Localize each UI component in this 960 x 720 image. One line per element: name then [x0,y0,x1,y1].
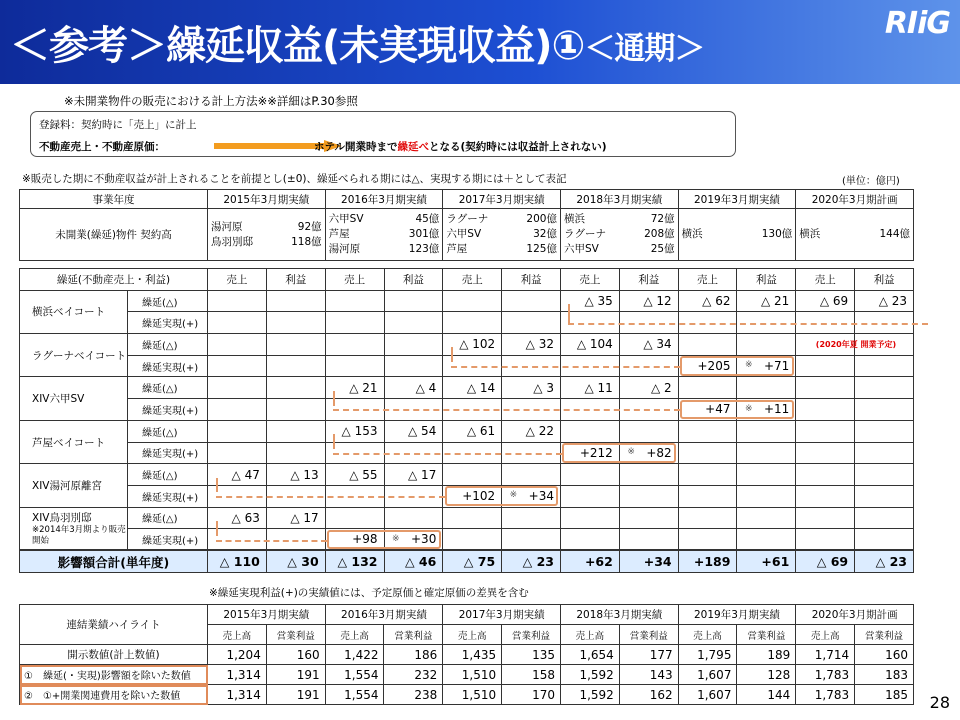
value-cell: △ 22 [502,420,561,442]
property-name-text: XIV鳥羽別邸 [32,512,92,524]
page-title: ＜参考＞繰延収益(未実現収益)①＜通期＞ [10,23,705,69]
property-name [20,464,128,507]
value-cell [619,420,678,442]
highlight-value: 144 [737,685,796,705]
property-name-text: 芦屋ベイコート [32,436,106,449]
highlight-table-body [20,645,914,705]
property-name [20,334,128,377]
value-cell [560,529,619,551]
flow-arrow [216,496,445,498]
value-cell [325,355,384,377]
value-cell: △ 21 [737,290,796,312]
value-cell [855,529,914,551]
flow-arrow [216,540,328,542]
header-cell: 売上 [325,269,384,291]
value-cell: +30 [384,529,443,551]
value-cell [266,442,325,464]
value-cell [796,529,855,551]
value-cell [325,334,384,356]
value-cell [855,464,914,486]
page-number: 28 [929,693,950,712]
property-name-text: XIV六甲SV [32,393,85,406]
contract-cell-2017: ラグーナ 200億 六甲SV 32億 芦屋 125億 [443,209,561,261]
realization-sub-label: 繰延実現(+) [128,355,208,377]
year-header: 2020年3月期計画 [796,605,914,625]
contract-table [19,189,914,261]
sub-header: 営業利益 [737,625,796,645]
contract-table-header [20,190,914,209]
deferral-sub-label: 繰延(△) [128,507,208,529]
yokohama-flow-arrow [568,323,927,325]
value-cell [325,312,384,334]
sub-header: 営業利益 [502,625,561,645]
value-cell [443,464,502,486]
value-cell: △ 104 [560,334,619,356]
property-name-text: ラグーナベイコート [32,349,127,362]
property-name [20,377,128,420]
deferral-table-body [20,290,914,550]
method-line-2-label: 不動産売上・不動産原価： [39,141,165,153]
value-cell: +82 [619,442,678,464]
value-cell [855,442,914,464]
highlight-value: 1,783 [796,685,855,705]
realization-box [680,400,794,420]
highlight-value: 177 [619,645,678,665]
value-cell: +205 [678,355,737,377]
highlight-row [20,665,914,685]
property-name [20,290,128,333]
value-cell [208,355,267,377]
value-cell: +71 [737,355,796,377]
realization-row [20,529,914,551]
value-cell: △ 69 [796,290,855,312]
highlight-row-label: ② ①+開業関連費用を除いた数値 [20,685,208,705]
value-cell [560,464,619,486]
value-cell [384,334,443,356]
value-cell [502,529,561,551]
property-note: ※2014年3月期より販売開始 [32,525,126,546]
value-cell [678,529,737,551]
highlight-value: 1,783 [796,665,855,685]
highlight-value: 1,795 [678,645,737,665]
opening-plan-tag: (2020年夏 開業予定) [815,339,897,349]
deferral-table-header [20,269,914,291]
value-cell [266,312,325,334]
value-cell [502,290,561,312]
value-cell [855,507,914,529]
deferral-sub-label: 繰延(△) [128,334,208,356]
value-cell: △ 12 [619,290,678,312]
yokohama-flow-bracket [568,304,570,323]
realization-box [562,443,676,463]
value-cell [384,290,443,312]
value-cell [208,290,267,312]
header-cell: 2020年3月期計画 [796,190,914,209]
value-cell [266,420,325,442]
value-cell [208,312,267,334]
realization-sub-label: 繰延実現(+) [128,312,208,334]
method-line-2-text: ホテル開業時まで繰延べとなる(契約時には収益計上されない) [314,141,607,153]
property-name-text: 横浜ベイコート [32,306,106,319]
value-cell [208,420,267,442]
year-header: 2019年3月期実績 [678,605,796,625]
contract-row-label: 未開業(繰延)物件 契約高 [20,209,208,261]
year-header: 2018年3月期実績 [560,605,678,625]
highlight-value: 162 [619,685,678,705]
method-line-1: 登録料：契約時に「売上」に計上 [39,119,197,131]
value-cell [208,377,267,399]
header-cell: 売上 [208,269,267,291]
realization-sub-label: 繰延実現(+) [128,442,208,464]
value-cell [796,464,855,486]
total-cell: +62 [560,550,619,572]
page-title-suffix: ＜通期＞ [584,31,705,67]
realization-sub-label: 繰延実現(+) [128,529,208,551]
sub-header: 売上高 [208,625,267,645]
value-cell [502,312,561,334]
company-logo: RIiG [884,6,950,41]
deferral-row [20,420,914,442]
highlight-value: 128 [737,665,796,685]
value-cell [737,464,796,486]
highlight-value: 1,554 [325,685,384,705]
header-cell: 売上 [796,269,855,291]
header-cell: 売上 [443,269,502,291]
value-cell [208,334,267,356]
deferral-sub-label: 繰延(△) [128,420,208,442]
unit-label: (単位：億円) [842,176,900,187]
value-cell [737,507,796,529]
highlight-year-row [20,605,914,625]
highlight-row-label: ① 繰延(・実現)影響額を除いた数値 [20,665,208,685]
highlight-value: 1,592 [560,665,619,685]
value-cell [737,485,796,507]
year-header: 2017年3月期実績 [443,605,561,625]
realization-box [680,356,794,376]
value-cell [678,485,737,507]
value-cell [855,399,914,421]
kome-mark: ※ [744,360,753,371]
value-cell [502,464,561,486]
flow-bracket [451,347,453,362]
sub-header: 売上高 [678,625,737,645]
value-cell: △ 102 [443,334,502,356]
value-cell [443,507,502,529]
value-cell [678,334,737,356]
value-cell [678,420,737,442]
deferral-red-text: 繰延べ [397,141,429,153]
value-cell [737,442,796,464]
kome-mark: ※ [627,447,635,457]
highlight-title: 連結業績ハイライト [20,605,208,645]
value-cell: △ 54 [384,420,443,442]
value-cell: △ 62 [678,290,737,312]
deferral-sub-label: 繰延(△) [128,464,208,486]
deferral-row [20,464,914,486]
value-cell: △ 11 [560,377,619,399]
total-label: 影響額合計(単年度) [20,550,208,572]
highlight-value: 160 [266,645,325,665]
value-cell [384,355,443,377]
deferral-row [20,334,914,356]
value-cell [619,507,678,529]
value-cell [678,442,737,464]
header-cell: 利益 [502,269,561,291]
property-name [20,420,128,463]
value-cell: +102 [443,485,502,507]
flow-arrow [333,453,562,455]
method-note: ※未開業物件の販売における計上方法※※詳細はP.30参照 [64,94,358,108]
value-cell [266,334,325,356]
value-cell [619,485,678,507]
realization-sub-label: 繰延実現(+) [128,485,208,507]
highlight-row-label: 開示数値(計上数値) [20,645,208,665]
header-cell: 利益 [855,269,914,291]
highlight-value: 1,510 [443,685,502,705]
highlight-value: 1,554 [325,665,384,685]
highlight-value: 1,314 [208,685,267,705]
deferral-row [20,377,914,399]
highlight-row [20,645,914,665]
deferral-sub-label: 繰延(△) [128,377,208,399]
total-cell: △ 132 [325,550,384,572]
value-cell [678,464,737,486]
contract-cell-2016: 六甲SV 45億 芦屋 301億 湯河原 123億 [325,209,443,261]
value-cell: △ 17 [384,464,443,486]
value-cell [208,399,267,421]
value-cell [502,507,561,529]
flow-arrow [451,366,680,368]
sub-header: 営業利益 [619,625,678,645]
header-cell: 2017年3月期実績 [443,190,561,209]
total-cell: △ 110 [208,550,267,572]
value-cell [737,377,796,399]
highlight-value: 238 [384,685,443,705]
header-cell: 利益 [266,269,325,291]
total-row [20,550,914,572]
value-cell [678,507,737,529]
value-cell: △ 32 [502,334,561,356]
sub-header: 売上高 [796,625,855,645]
value-cell [619,529,678,551]
sub-header: 営業利益 [855,625,914,645]
value-cell: △ 14 [443,377,502,399]
highlight-value: 143 [619,665,678,685]
property-name-text: XIV湯河原離宮 [32,479,102,492]
sub-header: 営業利益 [384,625,443,645]
total-cell: △ 23 [855,550,914,572]
value-cell: △ 35 [560,290,619,312]
total-cell: +34 [619,550,678,572]
header-cell: 売上 [678,269,737,291]
value-cell [560,507,619,529]
realized-note: ※繰延実現利益(+)の実績値には、予定原価と確定原価の差異を含む [209,587,529,599]
sub-header: 売上高 [325,625,384,645]
contract-row [20,209,914,261]
realization-sub-label: 繰延実現(+) [128,399,208,421]
realization-box [327,530,441,550]
value-cell [266,355,325,377]
value-cell [266,290,325,312]
highlight-value: 135 [502,645,561,665]
highlight-value: 1,654 [560,645,619,665]
value-cell [266,377,325,399]
header-cell: 利益 [737,269,796,291]
highlight-value: 1,422 [325,645,384,665]
flow-bracket [216,478,218,493]
highlight-value: 170 [502,685,561,705]
highlight-value: 232 [384,665,443,685]
header-cell: 売上 [560,269,619,291]
header-cell: 2018年3月期実績 [560,190,678,209]
realization-box [445,486,559,506]
total-cell: △ 75 [443,550,502,572]
value-cell [443,529,502,551]
value-cell [560,420,619,442]
value-cell: +212 [560,442,619,464]
value-cell [619,464,678,486]
value-cell: △ 13 [266,464,325,486]
sub-header: 売上高 [443,625,502,645]
contract-cell-2020: 横浜 144億 [796,209,914,261]
value-cell [796,507,855,529]
value-cell [796,377,855,399]
deferral-table [19,268,914,573]
highlight-value: 1,607 [678,685,737,705]
flow-arrow [333,409,680,411]
deferral-row [20,290,914,312]
value-cell [796,442,855,464]
highlight-value: 160 [855,645,914,665]
deferral-sub-label: 繰延(△) [128,290,208,312]
value-cell [737,529,796,551]
contract-cell-2015: 湯河原 92億 鳥羽別邸 118億 [208,209,326,261]
value-cell [796,485,855,507]
value-cell: △ 61 [443,420,502,442]
highlight-value: 191 [266,685,325,705]
total-cell: +61 [737,550,796,572]
deferral-row [20,507,914,529]
property-name [20,507,128,550]
assumption-note: ※販売した期に不動産収益が計上されることを前提とし(±0)、繰延べられる期には△、実現する期には＋として表記 [22,173,567,185]
total-cell: △ 30 [266,550,325,572]
highlight-value: 189 [737,645,796,665]
highlight-value: 1,510 [443,665,502,685]
value-cell [384,312,443,334]
title-banner [0,0,960,84]
highlight-value: 191 [266,665,325,685]
value-cell [796,420,855,442]
value-cell [443,290,502,312]
value-cell [855,377,914,399]
header-cell: 2015年3月期実績 [208,190,326,209]
highlight-value: 1,592 [560,685,619,705]
value-cell: △ 2 [619,377,678,399]
value-cell: △ 21 [325,377,384,399]
value-cell [384,507,443,529]
contract-cell-2018: 横浜 72億 ラグーナ 208億 六甲SV 25億 [560,209,678,261]
contract-cell-2019: 横浜 130億 [678,209,796,261]
value-cell: +47 [678,399,737,421]
year-header: 2015年3月期実績 [208,605,326,625]
header-cell: 利益 [619,269,678,291]
value-cell: △ 34 [619,334,678,356]
value-cell [443,312,502,334]
value-cell: △ 17 [266,507,325,529]
method-box [30,111,736,157]
value-cell: +34 [502,485,561,507]
flow-bracket [333,391,335,406]
value-cell: △ 3 [502,377,561,399]
value-cell [796,399,855,421]
highlight-value: 1,607 [678,665,737,685]
highlight-value: 186 [384,645,443,665]
value-cell [325,290,384,312]
highlight-value: 1,204 [208,645,267,665]
highlight-value: 1,714 [796,645,855,665]
highlight-value: 185 [855,685,914,705]
value-cell [855,355,914,377]
highlight-value: 1,314 [208,665,267,685]
value-cell [678,377,737,399]
highlight-value: 1,435 [443,645,502,665]
header-cell: 2019年3月期実績 [678,190,796,209]
flow-bracket [216,521,218,536]
kome-mark: ※ [744,403,753,414]
header-cell: 利益 [384,269,443,291]
total-cell: △ 46 [384,550,443,572]
highlight-table [19,604,914,705]
header-cell: 2016年3月期実績 [325,190,443,209]
total-cell: △ 23 [502,550,561,572]
value-cell [855,485,914,507]
value-cell [737,420,796,442]
year-header: 2016年3月期実績 [325,605,443,625]
header-cell: 繰延(不動産売上・利益) [20,269,208,291]
value-cell: +98 [325,529,384,551]
value-cell: +11 [737,399,796,421]
flow-bracket [333,434,335,449]
kome-mark: ※ [392,533,400,544]
value-cell: △ 23 [855,290,914,312]
highlight-value: 158 [502,665,561,685]
header-cell: 事業年度 [20,190,208,209]
value-cell [266,399,325,421]
value-cell [855,420,914,442]
value-cell [796,355,855,377]
highlight-value: 183 [855,665,914,685]
value-cell [560,485,619,507]
sub-header: 売上高 [560,625,619,645]
value-cell: △ 55 [325,464,384,486]
value-cell: △ 47 [208,464,267,486]
value-cell [737,334,796,356]
value-cell: △ 4 [384,377,443,399]
total-cell: +189 [678,550,737,572]
kome-mark: ※ [509,490,518,501]
value-cell [208,442,267,464]
value-cell: △ 63 [208,507,267,529]
sub-header: 営業利益 [266,625,325,645]
value-cell: △ 153 [325,420,384,442]
total-cell: △ 69 [796,550,855,572]
highlight-row [20,685,914,705]
value-cell [325,507,384,529]
